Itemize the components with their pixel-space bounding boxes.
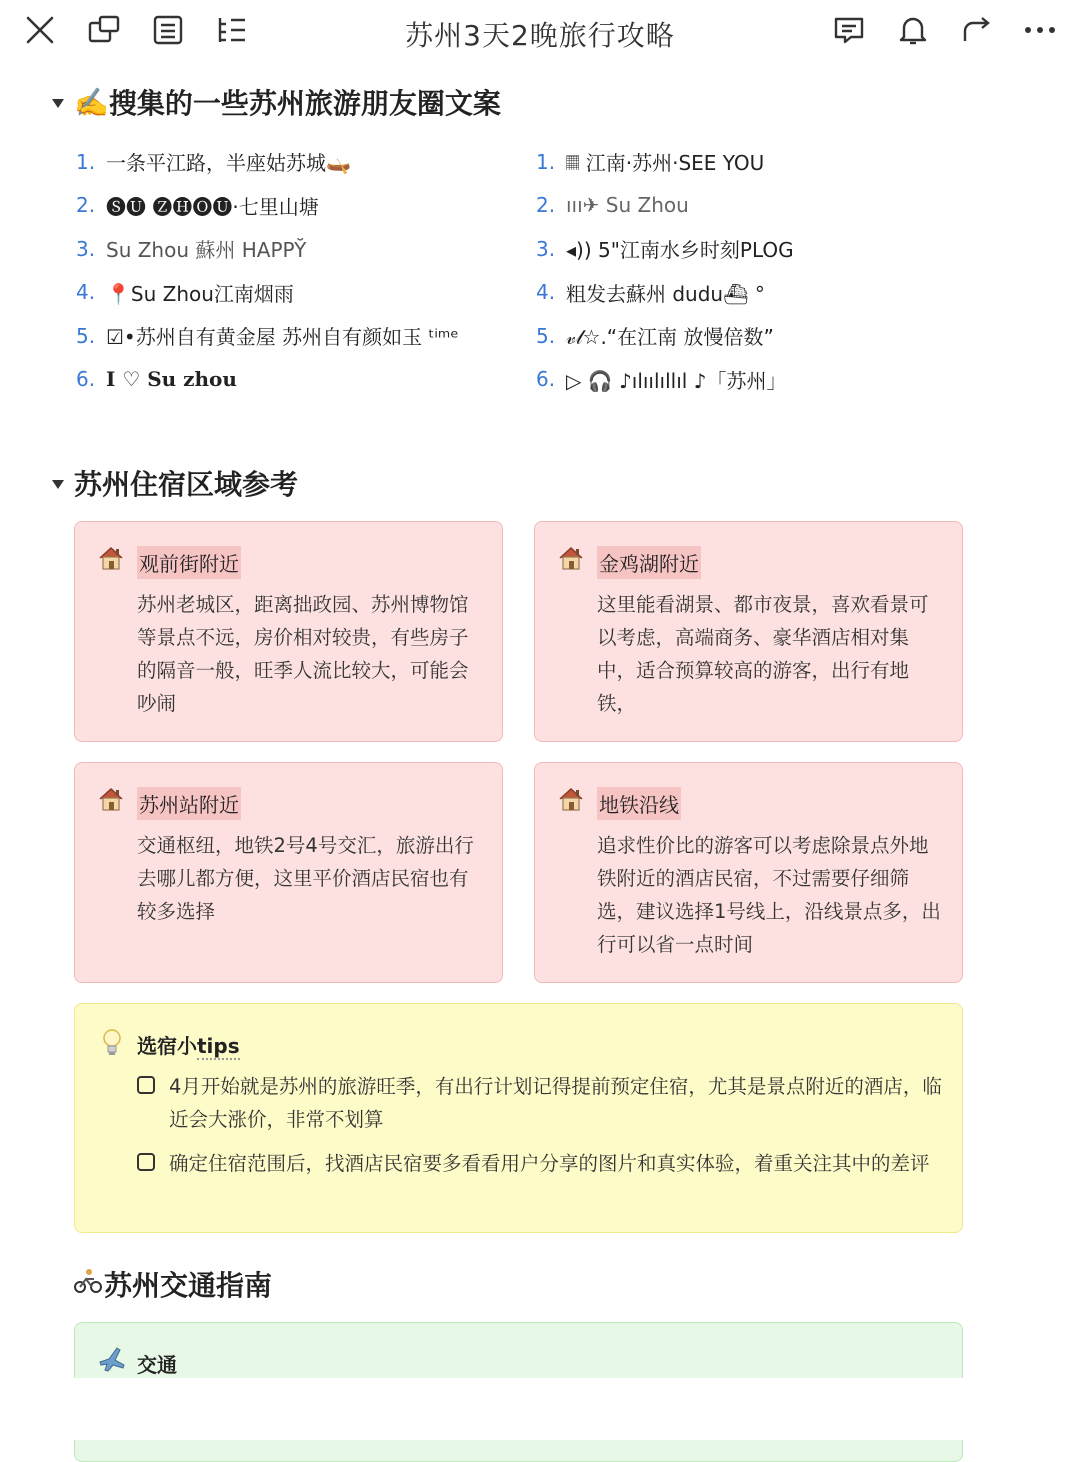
- viewport-bottom: [0, 1378, 1080, 1440]
- caption-list-left: [76, 140, 459, 401]
- lodging-card-station: [74, 762, 503, 983]
- card-body: 苏州老城区，距离拙政园、苏州博物馆等景点不远，房价相对较贵，有些房子的隔音一般，旺季人流比较大，可能会吵闹: [137, 593, 469, 715]
- caption-list-right: [536, 140, 794, 401]
- card-title: 观前街附近: [137, 546, 241, 579]
- card-body: 这里能看湖景、都市夜景，喜欢看景可以考虑，高端商务、豪华酒店相对集中，适合预算较高的游客，出行有地铁，: [597, 593, 929, 715]
- doc-title: 苏州3天2晚旅行攻略: [405, 19, 675, 52]
- writing-hand-icon: ✍️: [74, 85, 109, 119]
- card-body: 追求性价比的游客可以考虑除景点外地铁附近的酒店民宿，不过需要仔细筛选，建议选择1号线上，沿线景点多，出行可以省一点时间: [597, 834, 941, 956]
- card-title: 金鸡湖附近: [597, 546, 701, 579]
- airplane-icon: [97, 1345, 127, 1379]
- house-icon: [557, 544, 585, 572]
- more-icon[interactable]: [1022, 12, 1058, 48]
- lodging-card-metro: [534, 762, 963, 983]
- comment-icon[interactable]: [831, 12, 867, 48]
- house-icon: [557, 785, 585, 813]
- list-item: 5. ☑•苏州自有黄金屋 苏州自有颜如玉 ᵗⁱᵐᵉ: [76, 323, 459, 350]
- section-heading-transport[interactable]: [74, 1264, 272, 1304]
- list-item: 2. 🅢🅤 🅩🅗🅞🅤·七里山塘: [76, 193, 319, 219]
- card-title: 地铁沿线: [597, 787, 681, 820]
- checkbox[interactable]: [137, 1153, 155, 1171]
- list-item: 3. Su Zhou 蘇州 HAPPY̆: [76, 236, 307, 263]
- lightbulb-icon: [101, 1028, 123, 1062]
- list-item: 4. 📍Su Zhou江南烟雨: [76, 280, 294, 306]
- section-title: 搜集的一些苏州旅游朋友圈文案: [108, 87, 501, 120]
- tips-title: 选宿小tips: [137, 1034, 240, 1058]
- collapse-triangle-icon[interactable]: [52, 480, 64, 489]
- tips-callout: [74, 1003, 963, 1233]
- lodging-card-jinjihu: [534, 521, 963, 742]
- house-icon: [97, 785, 125, 813]
- list-item: 1. 一条平江路，半座姑苏城🛶: [76, 149, 351, 176]
- share-icon[interactable]: [959, 12, 995, 48]
- todo-item: 4月开始就是苏州的旅游旺季，有出行计划记得提前预定住宿，尤其是景点附近的酒店，临近会大涨价，非常不划算: [137, 1070, 959, 1136]
- card-title: 苏州站附近: [137, 787, 241, 820]
- list-item: 1. 𝄜 江南·苏州·SEE YOU: [536, 149, 765, 176]
- list-item: 2. ııı✈ Su Zhou: [536, 193, 689, 218]
- list-item: 6. I ♡ Su zhou: [76, 367, 237, 392]
- todo-item: 确定住宿范围后，找酒店民宿要多看看用户分享的图片和真实体验，着重关注其中的差评: [137, 1147, 959, 1180]
- section-heading-captions[interactable]: [52, 82, 501, 122]
- checkbox[interactable]: [137, 1076, 155, 1094]
- list-item: 3. ◂)) 5"江南水乡时刻PLOG: [536, 236, 794, 263]
- section-title: 苏州交通指南: [104, 1269, 273, 1302]
- list-item: 5. 𝓋𝓁☆.“在江南 放慢倍数”: [536, 323, 774, 350]
- lodging-card-guanqian: [74, 521, 503, 742]
- collapse-triangle-icon[interactable]: [52, 99, 64, 108]
- bell-icon[interactable]: [895, 12, 931, 48]
- card-body: 交通枢纽，地铁2号4号交汇，旅游出行去哪儿都方便，这里平价酒店民宿也有较多选择: [137, 834, 474, 923]
- list-item: 4. 粗发去蘇州 dudu⛴ °: [536, 280, 765, 306]
- card-title: 交通: [137, 1353, 177, 1377]
- top-toolbar: [0, 0, 1080, 62]
- house-icon: [97, 544, 125, 572]
- list-item: 6. ▷ 🎧 ♪ılıılıllıl ♪「苏州」: [536, 367, 787, 393]
- section-title: 苏州住宿区域参考: [74, 468, 299, 501]
- section-heading-lodging[interactable]: [52, 463, 298, 503]
- cyclist-icon: [74, 1268, 102, 1301]
